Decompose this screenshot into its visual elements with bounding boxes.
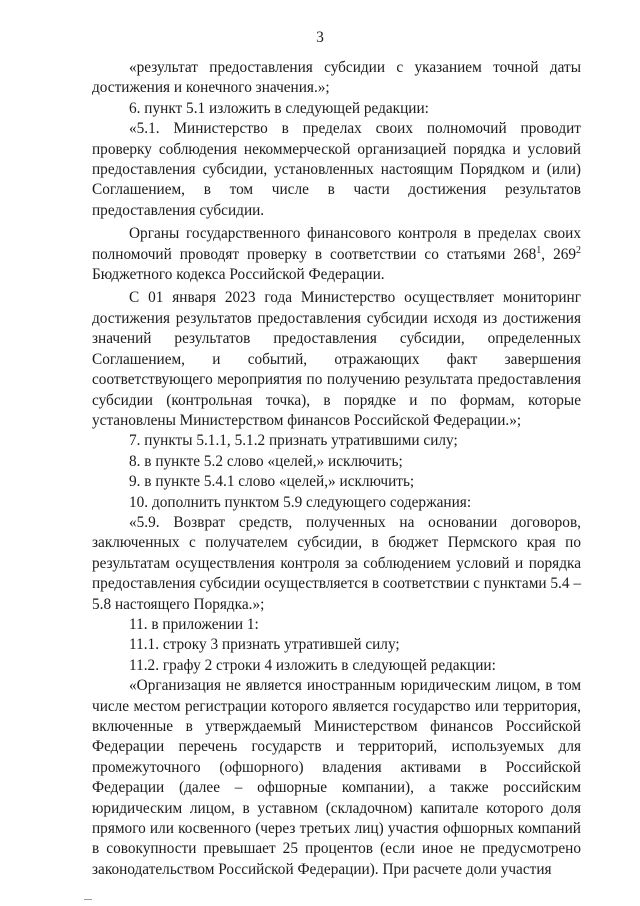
paragraph-item-11: 11. в приложении 1:: [129, 615, 259, 633]
paragraph-item-6: 6. пункт 5.1 изложить в следующей редакции:: [129, 99, 429, 117]
financial-control-text-start: Органы государственного финансового контроля в пределах своих полномочий проводят проверку в соответствии со статьями 268: [92, 225, 581, 263]
page-number: 3: [316, 29, 324, 46]
paragraph-item-8: 8. в пункте 5.2 слово «целей,» исключить;: [129, 452, 403, 470]
article-269-superscript: 2: [576, 244, 582, 256]
document-body: [92, 58, 581, 880]
paragraph-result-definition: «результат предоставления субсидии с указанием точной даты достижения и конечного значения.»;: [92, 59, 581, 97]
paragraph-item-7: 7. пункты 5.1.1, 5.1.2 признать утратившими силу;: [129, 432, 458, 450]
paragraph-item-11-1: 11.1. строку 3 признать утратившей силу;: [129, 636, 400, 654]
paragraph-monitoring-2023: C 01 января 2023 года Министерство осуществляет мониторинг достижения результатов предоставления субсидии исходя из достижения значений результатов предоставления субсидии, определенных Соглашением, и событий, отражающих факт завершения соответствующего мероприятия по получению результата предоставления субсидии (контрольная точка), в порядке и по формам, которые установлены Министерством финансов Российской Федерации.»;: [92, 289, 581, 429]
financial-control-text-middle: , 269: [541, 245, 577, 263]
paragraph-clause-5-1: «5.1. Министерство в пределах своих полномочий проводит проверку соблюдения некоммерческой организацией порядка и условий предоставления субсидии, установленных настоящим Порядком и (или) Соглашением, в том числе в части достижения результатов предоставления субсидии.: [92, 120, 581, 219]
financial-control-text-end: Бюджетного кодекса Российской Федерации.: [92, 266, 385, 284]
paragraph-financial-control: [92, 224, 581, 285]
paragraph-organization-requirement: «Организация не является иностранным юридическим лицом, в том числе местом регистрации которого является государство или территория, включенные в утверждаемый Министерством финансов Российской Федерации перечень государств и территорий, используемых для промежуточного (офшорного) владения активами в Российской Федерации (далее – офшорные компании), а также российским юридическим лицом, в уставном (складочном) капитале которого доля прямого или косвенного (через третьих лиц) участия офшорных компаний в совокупности превышает 25 процентов (если иное не предусмотрено законодательством Российской Федерации). При расчете доли участия: [92, 677, 581, 878]
paragraph-item-9: 9. в пункте 5.4.1 слово «целей,» исключить;: [129, 473, 415, 491]
article-268-superscript: 1: [536, 244, 542, 256]
paragraph-item-10: 10. дополнить пунктом 5.9 следующего содержания:: [129, 493, 472, 511]
paragraph-clause-5-9: «5.9. Возврат средств, полученных на основании договоров, заключенных с получателем субсидии, в бюджет Пермского края по результатам осуществления контроля за соблюдением условий и порядка предоставления субсидии осуществляется в соответствии с пунктами 5.4 – 5.8 настоящего Порядка.»;: [92, 513, 581, 613]
paragraph-item-11-2: 11.2. графу 2 строки 4 изложить в следующей редакции:: [129, 656, 496, 674]
